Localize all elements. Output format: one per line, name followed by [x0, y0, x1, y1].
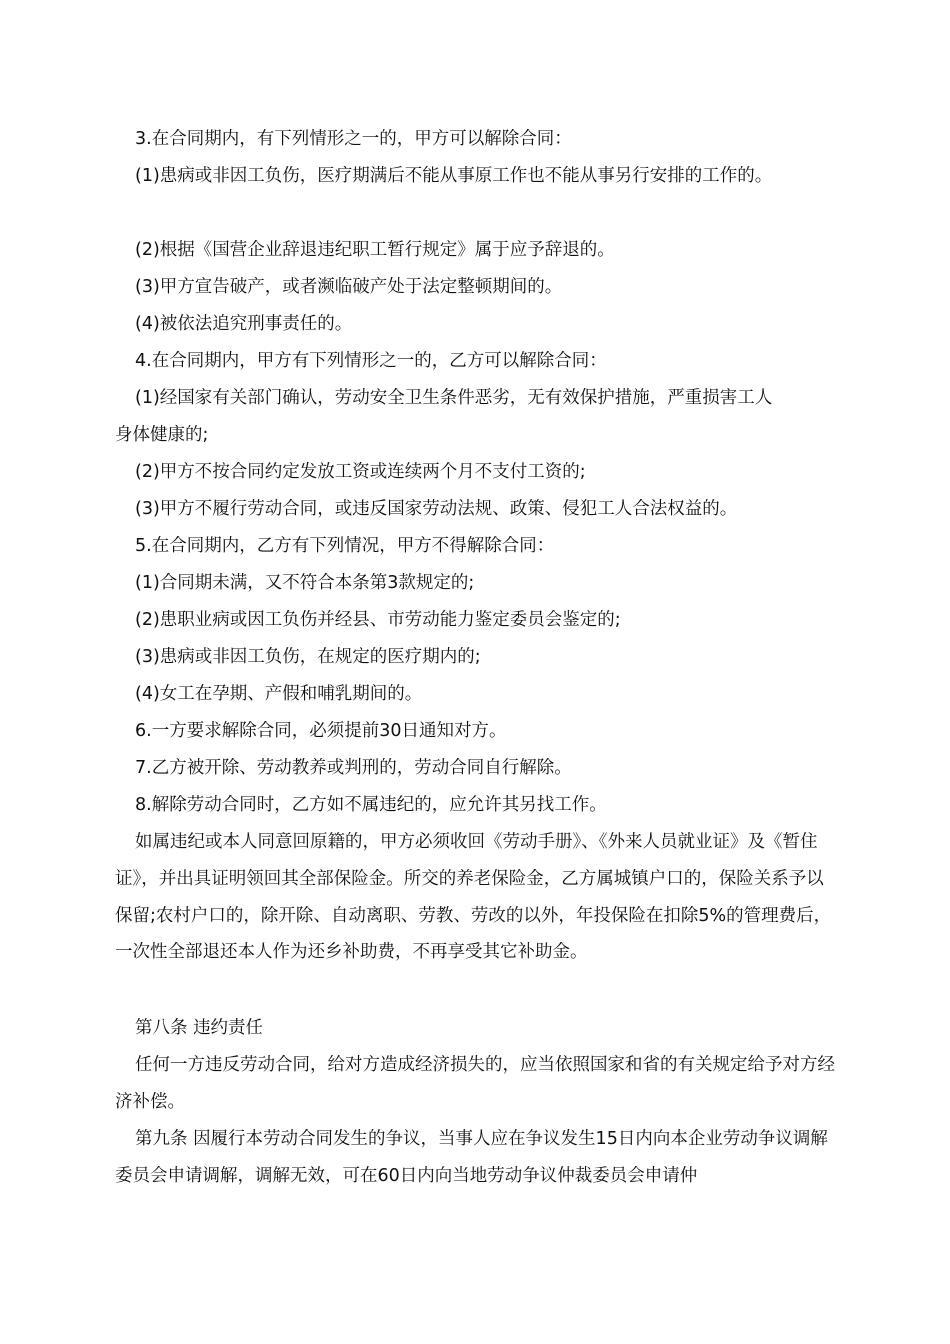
clause-8: 8.解除劳动合同时，乙方如不属违纪的，应允许其另找工作。	[135, 795, 607, 815]
article-9-body: 第九条 因履行本劳动合同发生的争议，当事人应在争议发生15日内向本企业劳动争议调解委员会申请调解，调解无效，可在60日内向当地劳动争议仲裁委员会申请仲	[115, 1129, 828, 1186]
clause-3-item-3: (3)甲方宣告破产，或者濒临破产处于法定整顿期间的。	[135, 277, 563, 297]
clause-6: 6.一方要求解除合同，必须提前30日通知对方。	[135, 721, 507, 741]
clause-3-item-1: (1)患病或非因工负伤，医疗期满后不能从事原工作也不能从事另行安排的工作的。	[135, 166, 773, 186]
clause-4-item-1-cont: 身体健康的;	[115, 425, 209, 445]
return-home-paragraph: 如属违纪或本人同意回原籍的，甲方必须收回《劳动手册》、《外来人员就业证》及《暂住证》，并出具证明领回其全部保险金。所交的养老保险金，乙方属城镇户口的，保险关系予以保留;农村户口的，除开除、自动离职、劳教、劳改的以外，年投保险在扣除5%的管理费后，一次性全部退还本人作为还乡补助费，不再享受其它补助金。	[115, 832, 832, 963]
clause-3-item-2: (2)根据《国营企业辞退违纪职工暂行规定》属于应予辞退的。	[135, 240, 615, 260]
clause-5-item-4: (4)女工在孕期、产假和哺乳期间的。	[135, 684, 423, 704]
clause-5-item-3: (3)患病或非因工负伤，在规定的医疗期内的;	[135, 647, 481, 667]
clause-5-item-1: (1)合同期未满，又不符合本条第3款规定的;	[135, 573, 475, 593]
article-8-body: 任何一方违反劳动合同，给对方造成经济损失的，应当依照国家和省的有关规定给予对方经济补偿。	[115, 1055, 835, 1112]
clause-3-heading: 3.在合同期内，有下列情形之一的，甲方可以解除合同：	[135, 129, 572, 149]
clause-4-item-3: (3)甲方不履行劳动合同，或违反国家劳动法规、政策、侵犯工人合法权益的。	[135, 499, 738, 519]
clause-5-heading: 5.在合同期内，乙方有下列情况，甲方不得解除合同：	[135, 536, 555, 556]
clause-4-item-1: (1)经国家有关部门确认，劳动安全卫生条件恶劣，无有效保护措施，严重损害工人	[135, 388, 773, 408]
clause-3-item-4: (4)被依法追究刑事责任的。	[135, 314, 353, 334]
clause-4-heading: 4.在合同期内，甲方有下列情形之一的，乙方可以解除合同：	[135, 351, 607, 371]
clause-7: 7.乙方被开除、劳动教养或判刑的，劳动合同自行解除。	[135, 758, 572, 778]
clause-5-item-2: (2)患职业病或因工负伤并经县、市劳动能力鉴定委员会鉴定的;	[135, 610, 621, 630]
clause-4-item-2: (2)甲方不按合同约定发放工资或连续两个月不支付工资的;	[135, 462, 586, 482]
article-8-heading: 第八条 违约责任	[135, 1018, 264, 1038]
